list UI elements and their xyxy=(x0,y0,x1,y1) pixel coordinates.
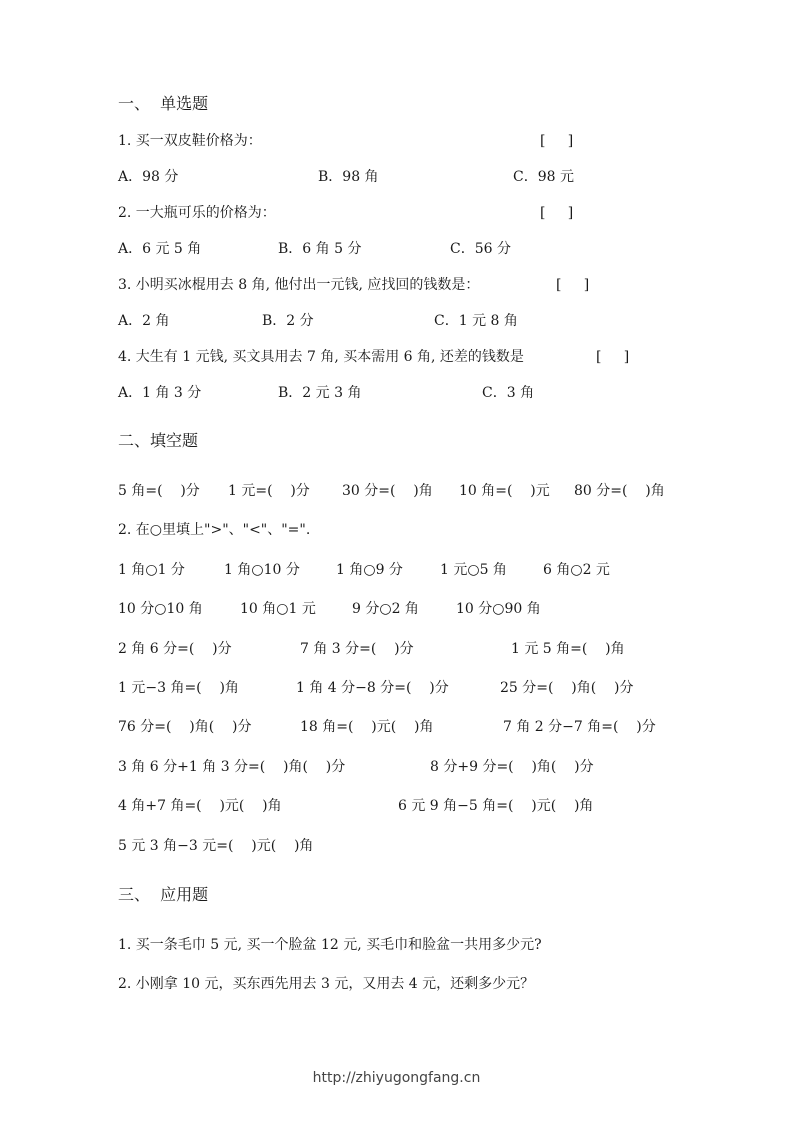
question-1-option-a: A．98 分 xyxy=(118,169,179,185)
question-1-stem: 1. 买一双皮鞋价格为： xyxy=(118,133,262,149)
fill-item: 1 角 4 分−8 分=( )分 xyxy=(296,680,449,696)
fill-item: 30 分=( )角 xyxy=(342,483,433,499)
question-3-stem: 3. 小明买冰棍用去 8 角, 他付出一元钱, 应找回的钱数是： xyxy=(118,277,480,293)
section1-title: 一、 单选题 xyxy=(118,94,209,113)
question-3-option-b: B．2 分 xyxy=(262,313,314,329)
section3-title: 三、 应用题 xyxy=(118,885,209,904)
fill-item: 8 分+9 分=( )角( )分 xyxy=(430,759,594,775)
question-3-option-c: C．1 元 8 角 xyxy=(434,313,518,329)
question-2-stem: 2. 一大瓶可乐的价格为： xyxy=(118,205,276,221)
question-1-bracket: [ ] xyxy=(540,133,574,149)
question-2-option-c: C．56 分 xyxy=(450,241,511,257)
section2-title: 二、填空题 xyxy=(118,431,199,450)
fill-item: 1 元−3 角=( )角 xyxy=(118,680,239,696)
question-4-option-c: C．3 角 xyxy=(482,385,535,401)
fill-item: 3 角 6 分+1 角 3 分=( )角( )分 xyxy=(118,759,346,775)
compare-item: 1 角○1 分 xyxy=(118,562,185,578)
fill-item: 18 角=( )元( )角 xyxy=(300,719,434,735)
compare-item: 1 角○9 分 xyxy=(336,562,403,578)
compare-item: 1 元○5 角 xyxy=(440,562,507,578)
question-4-stem: 4. 大生有 1 元钱, 买文具用去 7 角, 买本需用 6 角, 还差的钱数是 xyxy=(118,349,524,365)
question-4-bracket: [ ] xyxy=(596,349,630,365)
fill-item: 5 角=( )分 xyxy=(118,483,200,499)
question-3-option-a: A．2 角 xyxy=(118,313,170,329)
word-problem-1: 1. 买一条毛巾 5 元, 买一个脸盆 12 元, 买毛巾和脸盆一共用多少元? xyxy=(118,937,542,953)
compare-item: 10 分○90 角 xyxy=(456,601,541,617)
question-4-option-b: B．2 元 3 角 xyxy=(278,385,362,401)
question-2-bracket: [ ] xyxy=(540,205,574,221)
fill-item: 7 角 2 分−7 角=( )分 xyxy=(503,719,656,735)
fill-item: 1 元 5 角=( )角 xyxy=(511,641,625,657)
word-problem-2: 2. 小刚拿 10 元，买东西先用去 3 元，又用去 4 元，还剩多少元？ xyxy=(118,976,535,992)
fill-item: 6 元 9 角−5 角=( )元( )角 xyxy=(398,798,594,814)
fill-item: 1 元=( )分 xyxy=(228,483,310,499)
compare-item: 10 分○10 角 xyxy=(118,601,203,617)
compare-item: 10 角○1 元 xyxy=(240,601,316,617)
fill-item: 25 分=( )角( )分 xyxy=(500,680,634,696)
fill-item: 4 角+7 角=( )元( )角 xyxy=(118,798,282,814)
fill-item: 7 角 3 分=( )分 xyxy=(300,641,414,657)
question-1-option-c: C．98 元 xyxy=(513,169,574,185)
question-2-option-a: A．6 元 5 角 xyxy=(118,241,202,257)
question-1-option-b: B．98 角 xyxy=(318,169,379,185)
fill-item: 2 角 6 分=( )分 xyxy=(118,641,232,657)
question-3-bracket: [ ] xyxy=(556,277,590,293)
compare-item: 6 角○2 元 xyxy=(543,562,610,578)
compare-item: 1 角○10 分 xyxy=(224,562,300,578)
compare-instruction: 2. 在○里填上">"、"<"、"=". xyxy=(118,522,311,538)
question-2-option-b: B．6 角 5 分 xyxy=(278,241,362,257)
fill-item: 80 分=( )角 xyxy=(574,483,665,499)
question-4-option-a: A．1 角 3 分 xyxy=(118,385,202,401)
compare-item: 9 分○2 角 xyxy=(352,601,419,617)
fill-item: 76 分=( )角( )分 xyxy=(118,719,252,735)
fill-item: 10 角=( )元 xyxy=(459,483,550,499)
fill-item: 5 元 3 角−3 元=( )元( )角 xyxy=(118,838,314,854)
footer-url: http://zhiyugongfang.cn xyxy=(312,1070,481,1086)
